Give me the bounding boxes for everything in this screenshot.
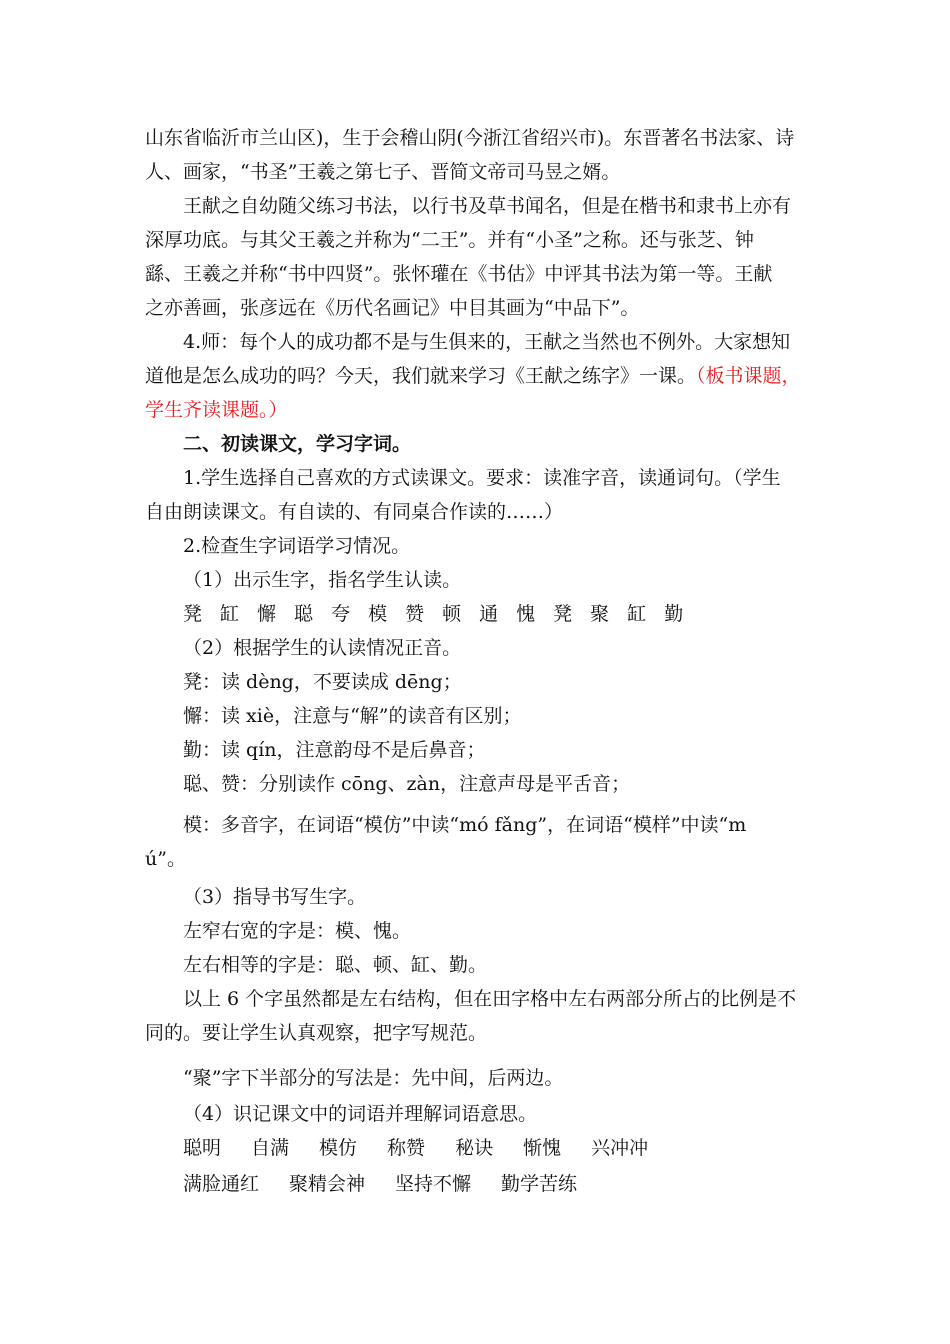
step4-line-2-text: 道他是怎么成功的吗？今天，我们就来学习《王献之练字》一课。 — [145, 365, 697, 387]
vocabulary-word: 自满 — [251, 1137, 290, 1159]
writing-note-3-line-1: 以上 6 个字虽然都是左右结构，但在田字格中左右两部分所占的比例是不 — [183, 988, 797, 1010]
character-item: 顿 — [442, 603, 462, 625]
pronunciation-note-2: 懈：读 xiè，注意与“解”的读音有区别； — [183, 705, 522, 727]
writing-note-4: “聚”字下半部分的写法是：先中间，后两边。 — [183, 1067, 564, 1089]
pronunciation-note-1: 凳：读 dèng，不要读成 dēng； — [183, 671, 462, 693]
vocabulary-word: 兴冲冲 — [591, 1137, 649, 1159]
step4-line-2 — [145, 364, 801, 388]
character-item: 勤 — [664, 603, 684, 625]
vocabulary-word: 坚持不懈 — [395, 1173, 472, 1195]
intro-line-2: 人、画家，“书圣”王羲之第七子、晋简文帝司马昱之婿。 — [145, 161, 621, 183]
vocabulary-word: 称赞 — [387, 1137, 426, 1159]
vocabulary-word: 惭愧 — [523, 1137, 562, 1159]
pronunciation-note-5-line-1: 模：多音字，在词语“模仿”中读“mó fǎng”，在词语“模样”中读“m — [183, 814, 747, 836]
step4-line-3-red-note: 学生齐读课题。） — [145, 399, 288, 421]
sub-step-1: （1）出示生字，指名学生认读。 — [183, 569, 462, 591]
vocabulary-word: 聚精会神 — [289, 1173, 366, 1195]
character-item: 愧 — [516, 603, 536, 625]
new-characters-row — [183, 602, 701, 626]
character-item: 凳 — [183, 603, 203, 625]
step4-line-1: 4.师：每个人的成功都不是与生俱来的，王献之当然也不例外。大家想知 — [183, 331, 791, 353]
character-item: 凳 — [553, 603, 573, 625]
bio-line-3: 繇、王羲之并称“书中四贤”。张怀瓘在《书估》中评其书法为第一等。王献 — [145, 263, 773, 285]
intro-line-1: 山东省临沂市兰山区)，生于会稽山阴(今浙江省绍兴市)。东晋著名书法家、诗 — [145, 127, 795, 149]
reading-instruction-line-2: 自由朗读课文。有自读的、有同桌合作读的……） — [145, 501, 564, 523]
section-2-heading: 二、初读课文，学习字词。 — [183, 433, 412, 455]
writing-note-1: 左窄右宽的字是：模、愧。 — [183, 920, 412, 942]
pronunciation-note-3: 勤：读 qín，注意韵母不是后鼻音； — [183, 739, 486, 761]
sub-step-3: （3）指导书写生字。 — [183, 886, 367, 908]
character-item: 通 — [479, 603, 499, 625]
vocabulary-word: 聪明 — [183, 1137, 222, 1159]
vocabulary-word: 模仿 — [319, 1137, 358, 1159]
character-item: 缸 — [627, 603, 647, 625]
bio-line-1: 王献之自幼随父练习书法，以行书及草书闻名，但是在楷书和隶书上亦有 — [183, 195, 792, 217]
character-item: 模 — [368, 603, 388, 625]
vocabulary-word: 秘诀 — [455, 1137, 494, 1159]
step4-line-2-red-note: （板书课题， — [696, 365, 801, 387]
character-item: 赞 — [405, 603, 425, 625]
character-item: 夸 — [331, 603, 351, 625]
pronunciation-note-4: 聪、赞：分别读作 cōng、zàn，注意声母是平舌音； — [183, 773, 631, 795]
pronunciation-note-5-line-2: ú”。 — [145, 848, 186, 870]
bio-line-4: 之亦善画，张彦远在《历代名画记》中目其画为“中品下”。 — [145, 297, 640, 319]
vocabulary-row-2 — [183, 1172, 607, 1196]
bio-line-2: 深厚功底。与其父王羲之并称为“二王”。并有“小圣”之称。还与张芝、钟 — [145, 229, 754, 251]
writing-note-3-line-2: 同的。要让学生认真观察，把字写规范。 — [145, 1022, 488, 1044]
reading-instruction-line-1: 1.学生选择自己喜欢的方式读课文。要求：读准字音，读通词句。（学生 — [183, 467, 781, 489]
sub-step-2: （2）根据学生的认读情况正音。 — [183, 637, 462, 659]
sub-step-4: （4）识记课文中的词语并理解词语意思。 — [183, 1103, 538, 1125]
vocabulary-word: 满脸通红 — [183, 1173, 260, 1195]
character-item: 聪 — [294, 603, 314, 625]
writing-note-2: 左右相等的字是：聪、顿、缸、勤。 — [183, 954, 488, 976]
vocabulary-row-1 — [183, 1136, 678, 1160]
character-item: 缸 — [220, 603, 240, 625]
character-item: 聚 — [590, 603, 610, 625]
check-vocabulary-item: 2.检查生字词语学习情况。 — [183, 535, 411, 557]
character-item: 懈 — [257, 603, 277, 625]
vocabulary-word: 勤学苦练 — [501, 1173, 578, 1195]
